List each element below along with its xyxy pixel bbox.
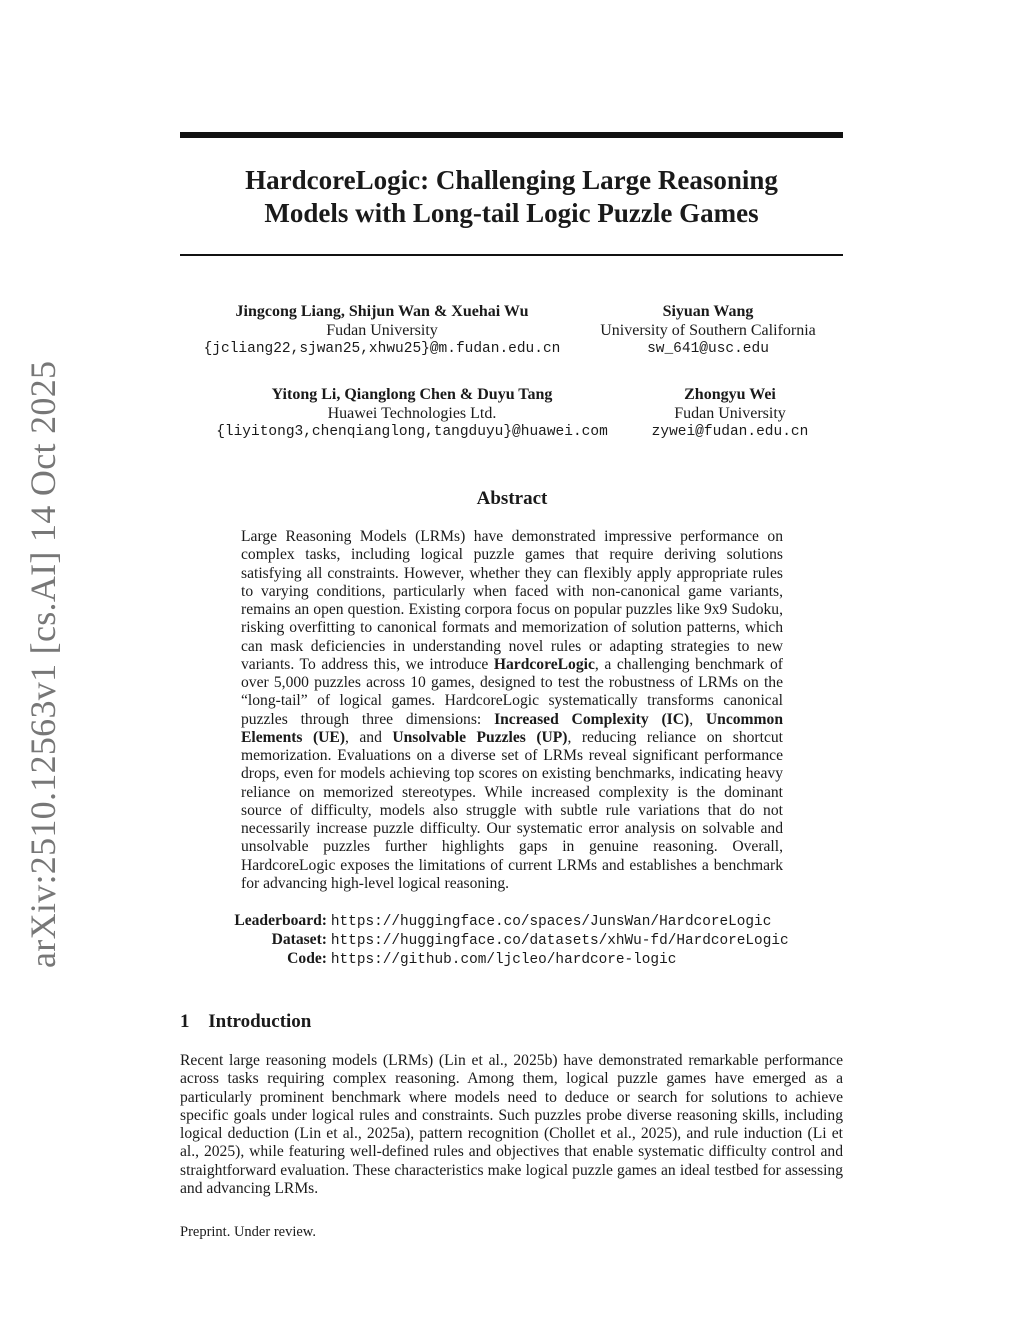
- title-top-rule: [180, 132, 843, 138]
- link-label: Leaderboard:: [234, 912, 327, 929]
- author-block-fudan: [182, 302, 582, 359]
- abstract-bold-term: HardcoreLogic: [493, 655, 595, 673]
- author-block-wei: [630, 385, 830, 442]
- section-number: 1: [180, 1011, 190, 1032]
- abstract-text: , and: [345, 728, 393, 746]
- paper-title: [180, 164, 843, 230]
- author-block-huawei: [192, 385, 632, 442]
- abstract-bold-term: Increased Complexity (IC): [494, 710, 690, 728]
- author-email[interactable]: sw_641@usc.edu: [647, 341, 769, 357]
- abstract-text: Large Reasoning Models (LRMs) have demonstrated impressive performance on complex tasks, including logical puzzle games that require deriving solutions satisfying all constraints. However, whether they can flexibly apply appropriate rules to varying conditions, particularly when faced with non-canonical game variants, remains an open question. Existing corpora focus on popular puzzles like 9x9 Sudoku, risking overfitting to canonical formats and memorization of solution patterns, which can mask deficiencies in understanding novel rules or adapting strategies to new variants. To address this, we introduce: [241, 528, 783, 673]
- author-names: Jingcong Liang, Shijun Wan & Xuehai Wu: [235, 303, 529, 320]
- section-title: Introduction: [208, 1011, 312, 1032]
- title-line-1: HardcoreLogic: Challenging Large Reasoning: [245, 165, 778, 195]
- author-block-usc: [590, 302, 826, 359]
- author-affiliation: Fudan University: [674, 405, 786, 422]
- introduction-paragraph: Recent large reasoning models (LRMs) (Lin et al., 2025b) have demonstrated remarkable performance across tasks requiring complex reasoning. Among them, logical puzzle games have emerged as a particularly prominent benchmark where models need to deduce or search for solutions to achieve specific goals under logical rules and constraints. Such puzzles probe diverse reasoning skills, including logical deduction (Lin et al., 2025a), pattern recognition (Chollet et al., 2025), and rule induction (Li et al., 2025), while featuring well-defined rules and objectives that enable systematic difficulty control and straightforward evaluation. These characteristics make logical puzzle games an ideal testbed for assessing and advancing LRMs.: [180, 1052, 843, 1197]
- abstract-bold-term: Uncommon Elements (UE): [241, 710, 784, 746]
- code-url[interactable]: https://github.com/ljcleo/hardcore-logic: [330, 952, 677, 968]
- author-email[interactable]: {liyitong3,chenqianglong,tangduyu}@huawei.com: [216, 424, 608, 440]
- author-names: Yitong Li, Qianglong Chen & Duyu Tang: [271, 386, 553, 403]
- leaderboard-link-row: [227, 911, 771, 932]
- abstract-text: , a challenging benchmark of over 5,000 puzzles across 10 games, designed to test the robustness of LRMs on the “long-tail” of logical games. HardcoreLogic systematically transforms canonical puzzles through three dimensions:: [241, 655, 783, 728]
- link-label: Dataset:: [271, 931, 327, 948]
- arxiv-identifier: arXiv:2510.12563v1 [cs.AI] 14 Oct 2025: [23, 360, 63, 968]
- author-names: Zhongyu Wei: [684, 386, 776, 403]
- leaderboard-url[interactable]: https://huggingface.co/spaces/JunsWan/HardcoreLogic: [330, 914, 772, 930]
- abstract-bold-term: Unsolvable Puzzles (UP): [392, 728, 568, 746]
- abstract-heading: Abstract: [476, 488, 548, 509]
- title-line-2: Models with Long-tail Logic Puzzle Games: [264, 198, 759, 228]
- abstract-text: , reducing reliance on shortcut memorization. Evaluations on a diverse set of LRMs reveal significant performance drops, even for models achieving top scores on existing benchmarks, indicating heavy reliance on memorized stereotypes. While increased complexity is the dominant source of difficulty, models also struggle with subtle rule variations that do not necessarily increase puzzle difficulty. Our systematic error analysis on solvable and unsolvable puzzles further highlights gaps in genuine reasoning. Overall, HardcoreLogic exposes the limitations of current LRMs and establishes a benchmark for advancing high-level logical reasoning.: [241, 728, 783, 892]
- author-affiliation: University of Southern California: [600, 322, 816, 339]
- link-label: Code:: [287, 950, 327, 967]
- dataset-url[interactable]: https://huggingface.co/datasets/xhWu-fd/HardcoreLogic: [330, 933, 789, 949]
- preprint-footer: Preprint. Under review.: [180, 1224, 316, 1240]
- abstract-text: ,: [689, 710, 706, 728]
- abstract-body: [241, 528, 783, 893]
- title-bottom-rule: [180, 254, 843, 256]
- dataset-link-row: [227, 930, 789, 951]
- author-names: Siyuan Wang: [662, 303, 754, 320]
- author-affiliation: Huawei Technologies Ltd.: [327, 405, 497, 422]
- section-heading: [180, 1011, 311, 1033]
- author-email[interactable]: {jcliang22,sjwan25,xhwu25}@m.fudan.edu.cn: [203, 341, 561, 357]
- author-email[interactable]: zywei@fudan.edu.cn: [651, 424, 809, 440]
- code-link-row: [227, 949, 676, 970]
- author-affiliation: Fudan University: [326, 322, 438, 339]
